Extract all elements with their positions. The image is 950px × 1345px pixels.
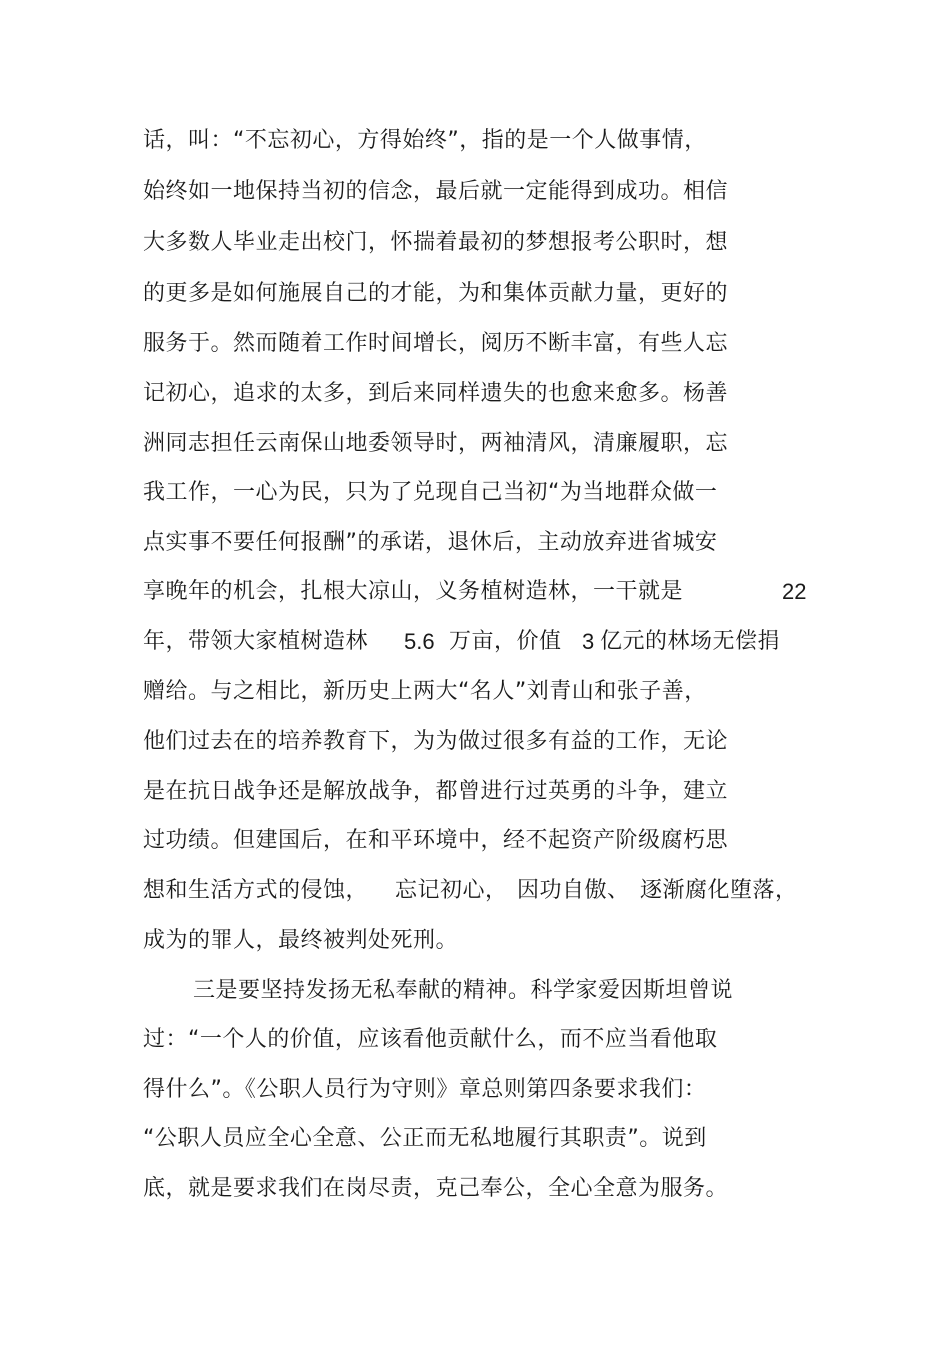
number-5-6: 5.6 [404,629,435,654]
text-line: 我工作，一心为民，只为了兑现自己当初“为当地群众做一 [143,480,718,505]
paragraph-first-line: 三是要坚持发扬无私奉献的精神。科学家爱因斯坦曾说 [193,978,734,1003]
text-line: “公职人员应全心全意、公正而无私地履行其职责”。说到 [143,1126,707,1151]
text-line: 点实事不要任何报酬”的承诺，退休后，主动放弃进省城安 [143,530,718,555]
text-line: 年，带领大家植树造林 [143,629,369,654]
text-line: 的更多是如何施展自己的才能，为和集体贡献力量，更好的 [143,281,729,306]
text-line: 话，叫：“不忘初心，方得始终”，指的是一个人做事情， [143,128,707,153]
text-line: 记初心，追求的太多，到后来同样遗失的也愈来愈多。杨善 [143,381,729,406]
text-line-part: 因功自傲、 [517,878,630,903]
text-line: 过功绩。但建国后，在和平环境中，经不起资产阶级腐朽思 [143,828,729,853]
text-line: 享晚年的机会，扎根大凉山，义务植树造林，一干就是 [143,579,684,604]
text-line-part: 逐渐腐化堕落， [640,878,798,903]
text-line: 他们过去在的培养教育下，为为做过很多有益的工作，无论 [143,729,729,754]
text-line: 得什么”。《公职人员行为守则》章总则第四条要求我们： [143,1077,707,1102]
number-22: 22 [782,579,807,604]
text-line-part: 万亩，价值 [449,629,562,654]
text-line: 底，就是要求我们在岗尽责，克己奉公，全心全意为服务。 [143,1176,729,1201]
text-line: 是在抗日战争还是解放战争，都曾进行过英勇的斗争，建立 [143,779,729,804]
text-line: 赠给。与之相比，新历史上两大“名人”刘青山和张子善， [143,679,707,704]
number-3: 3 [582,629,595,654]
text-line: 大多数人毕业走出校门，怀揣着最初的梦想报考公职时，想 [143,230,729,255]
text-line-part: 亿元的林场无偿捐 [600,629,781,654]
text-line: 洲同志担任云南保山地委领导时，两袖清风，清廉履职，忘 [143,431,729,456]
text-line: 始终如一地保持当初的信念，最后就一定能得到成功。相信 [143,179,729,204]
text-line-part: 忘记初心， [395,878,508,903]
text-line: 过：“一个人的价值，应该看他贡献什么，而不应当看他取 [143,1027,718,1052]
text-line: 想和生活方式的侵蚀， [143,878,369,903]
text-line: 成为的罪人，最终被判处死刑。 [143,928,459,953]
text-line: 服务于。然而随着工作时间增长，阅历不断丰富，有些人忘 [143,331,729,356]
